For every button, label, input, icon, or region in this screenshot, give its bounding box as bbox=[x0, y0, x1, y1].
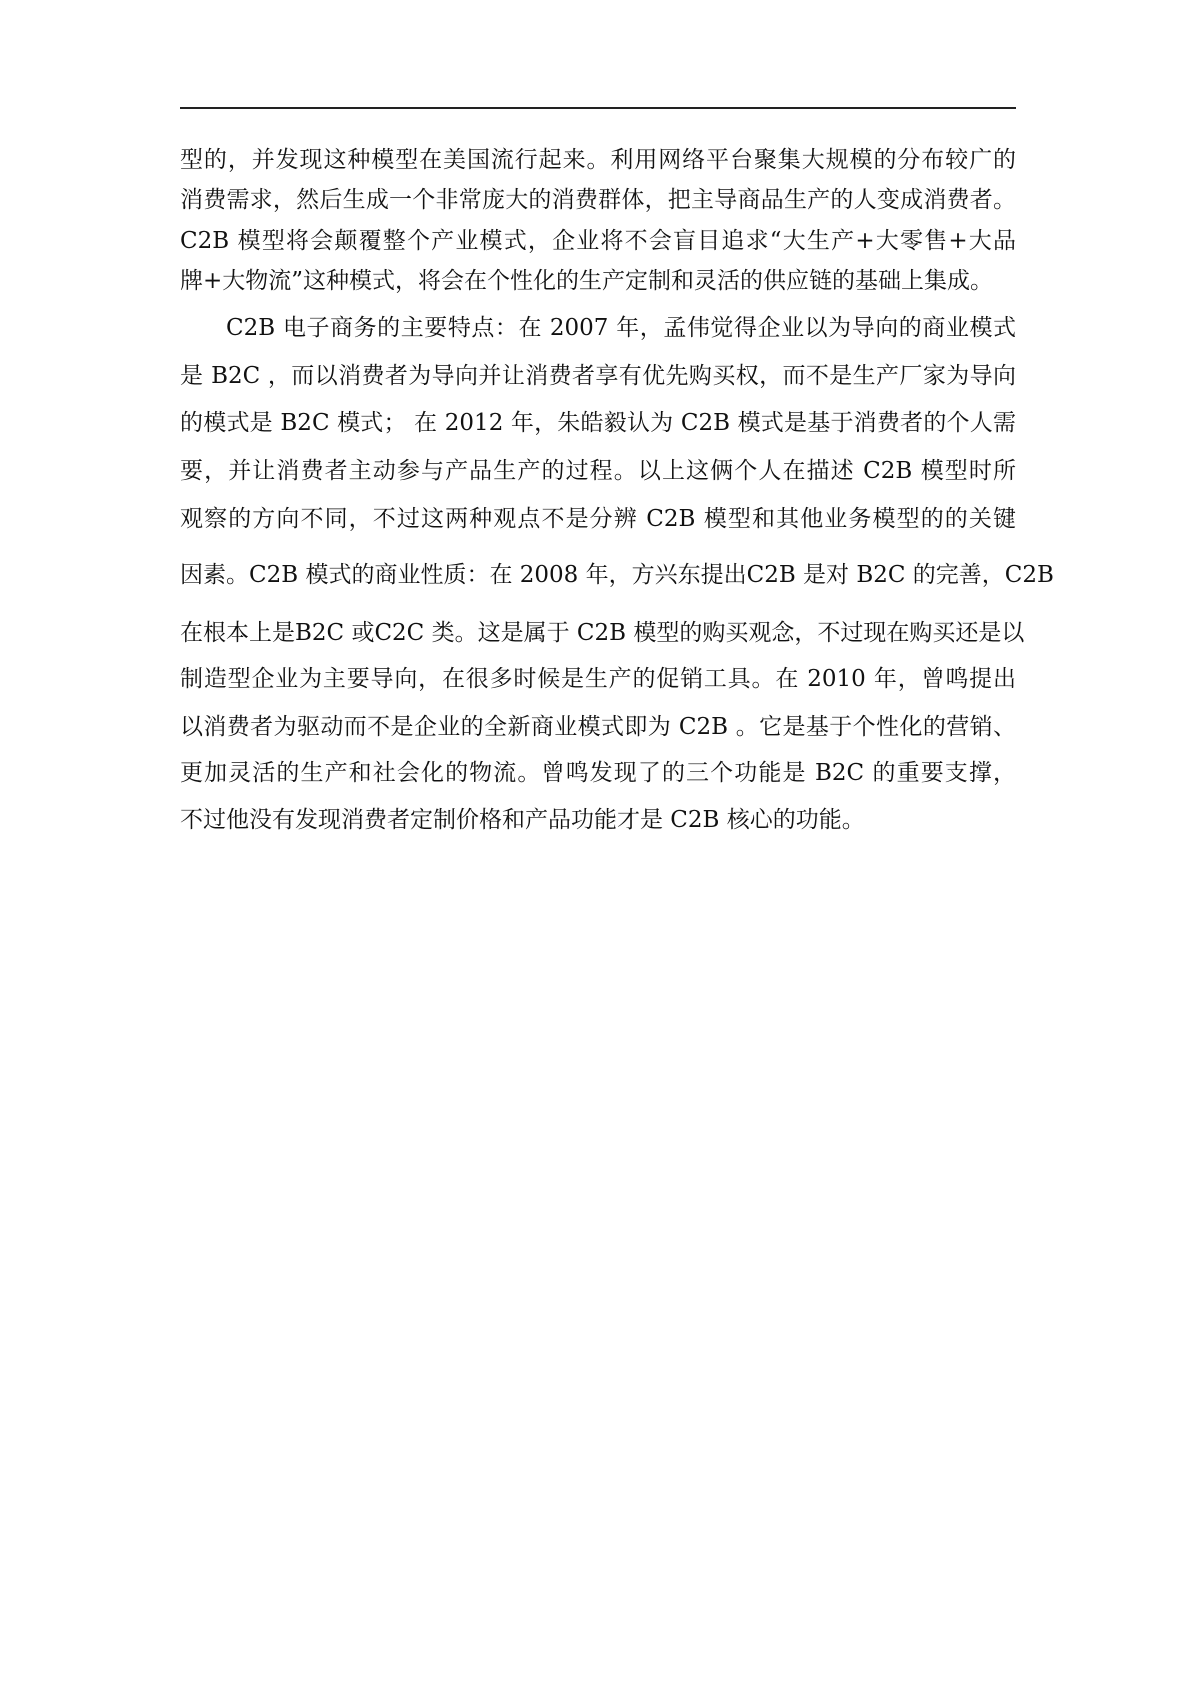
text-line: C2B 模型将会颠覆整个产业模式，企业将不会盲目追求“大生产+大零售+大品 bbox=[180, 228, 1016, 254]
text-line: 以消费者为驱动而不是企业的全新商业模式即为 C2B 。它是基于个性化的营销、 bbox=[180, 714, 1016, 740]
text-line: 消费需求，然后生成一个非常庞大的消费群体，把主导商品生产的人变成消费者。 bbox=[180, 187, 1016, 213]
text-line: 不过他没有发现消费者定制价格和产品功能才是 C2B 核心的功能。 bbox=[180, 807, 865, 833]
text-line: 因素。C2B 模式的商业性质：在 2008 年，方兴东提出C2B 是对 B2C 的完善，C2B bbox=[180, 562, 1054, 588]
text-line: 制造型企业为主要导向，在很多时候是生产的促销工具。在 2010 年，曾鸣提出 bbox=[180, 666, 1016, 692]
header-rule bbox=[180, 107, 1016, 109]
text-line: 在根本上是B2C 或C2C 类。这是属于 C2B 模型的购买观念，不过现在购买还是以 bbox=[180, 620, 1025, 646]
paragraph-first-line: C2B 电子商务的主要特点：在 2007 年，孟伟觉得企业以为导向的商业模式 bbox=[226, 315, 1016, 341]
text-line: 观察的方向不同，不过这两种观点不是分辨 C2B 模型和其他业务模型的的关键 bbox=[180, 506, 1016, 532]
text-line: 是 B2C ，而以消费者为导向并让消费者享有优先购买权，而不是生产厂家为导向 bbox=[180, 363, 1016, 389]
text-line: 牌+大物流”这种模式，将会在个性化的生产定制和灵活的供应链的基础上集成。 bbox=[180, 268, 994, 294]
text-line: 更加灵活的生产和社会化的物流。曾鸣发现了的三个功能是 B2C 的重要支撑， bbox=[180, 760, 1016, 786]
text-line: 要，并让消费者主动参与产品生产的过程。以上这俩个人在描述 C2B 模型时所 bbox=[180, 458, 1016, 484]
text-line: 型的，并发现这种模型在美国流行起来。利用网络平台聚集大规模的分布较广的 bbox=[180, 147, 1016, 173]
text-line: 的模式是 B2C 模式； 在 2012 年，朱皓毅认为 C2B 模式是基于消费者的个人需 bbox=[180, 410, 1016, 436]
